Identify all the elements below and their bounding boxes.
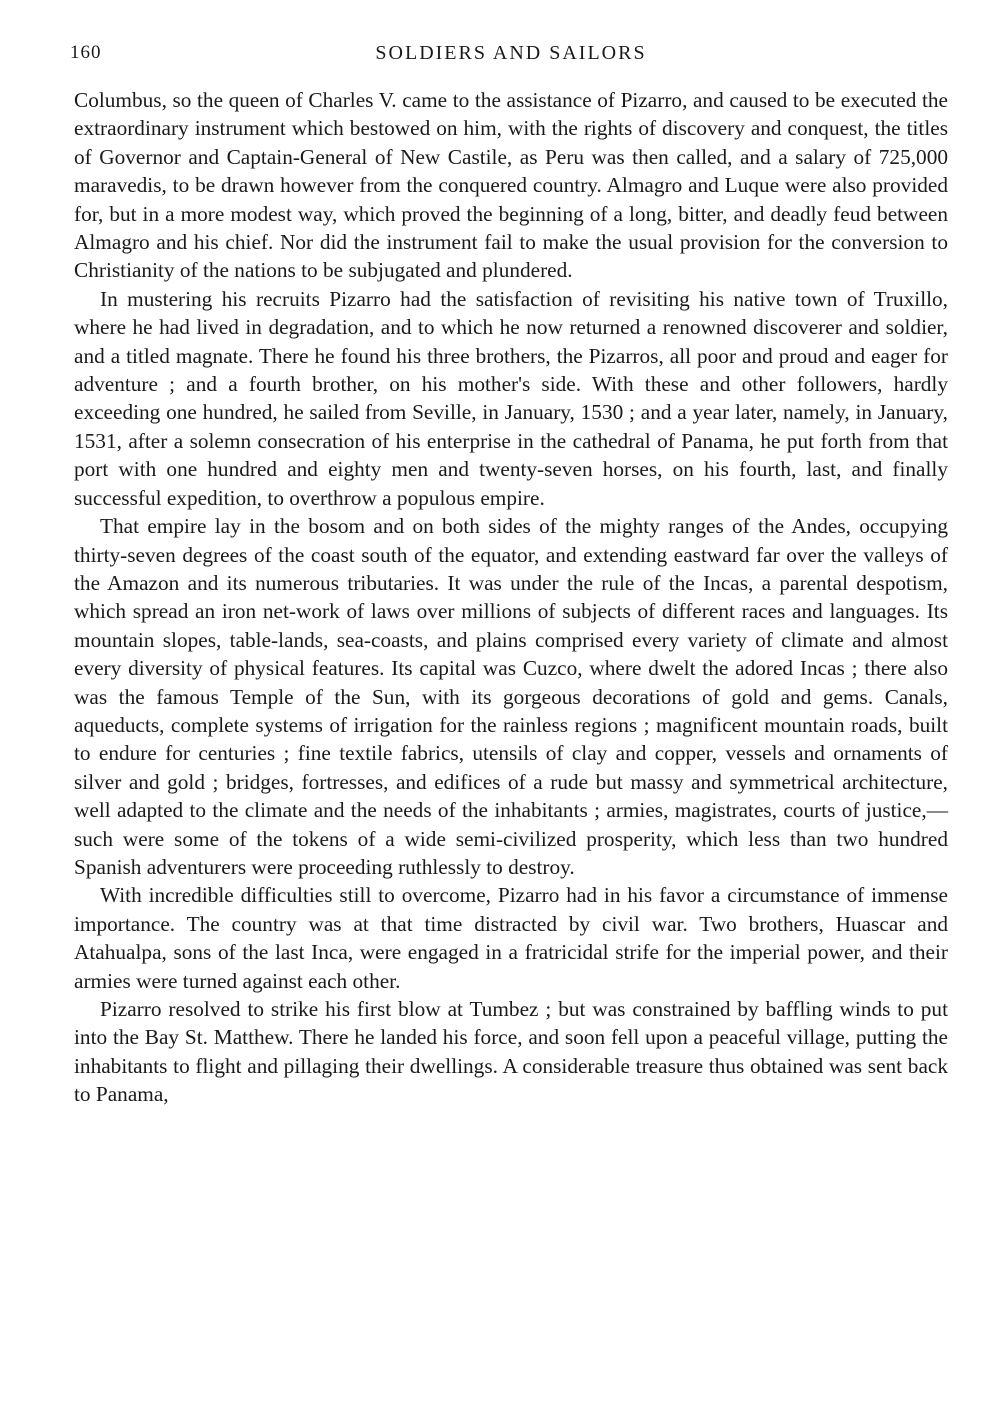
- paragraph-4: With incredible difficulties still to overcome, Pizarro had in his favor a circumstance of immense importance. The country was at that time distracted by civil war. Two brothers, Huascar and Atahualpa, sons of the last Inca, were engaged in a fratricidal strife for the imperial power, and their armies were turned against each other.: [74, 883, 948, 993]
- paragraph-3: That empire lay in the bosom and on both sides of the mighty ranges of the Andes, occupying thirty-seven degrees of the coast south of the equator, and extending eastward far over the valleys of the Amazon and its numerous tributaries. It was under the rule of the Incas, a parental despotism, which spread an iron net-work of laws over millions of subjects of different races and languages. Its mountain slopes, table-lands, sea-coasts, and plains comprised every variety of climate and almost every diversity of physical features. Its capital was Cuzco, where dwelt the adored Incas ; there also was the famous Temple of the Sun, with its gorgeous decorations of gold and gems. Canals, aqueducts, complete systems of irrigation for the rainless regions ; magnificent mountain roads, built to endure for centuries ; fine textile fabrics, utensils of clay and copper, vessels and ornaments of silver and gold ; bridges, fortresses, and edifices of a rude but massy and symmetrical architecture, well adapted to the climate and the needs of the inhabitants ; armies, magistrates, courts of justice,—such were some of the tokens of a wide semi-civilized prosperity, which less than two hundred Spanish adventurers were proceeding ruthlessly to destroy.: [74, 514, 948, 879]
- running-head: SOLDIERS AND SAILORS: [375, 42, 647, 64]
- book-page: [70, 42, 948, 1109]
- body-text: [74, 86, 948, 1109]
- paragraph-2: In mustering his recruits Pizarro had the satisfaction of revisiting his native town of Truxillo, where he had lived in degradation, and to which he now returned a renowned discoverer and soldier, and a titled magnate. There he found his three brothers, the Pizarros, all poor and proud and eager for adventure ; and a fourth brother, on his mother's side. With these and other followers, hardly exceeding one hundred, he sailed from Seville, in January, 1530 ; and a year later, namely, in January, 1531, after a solemn consecration of his enterprise in the cathedral of Panama, he put forth from that port with one hundred and eighty men and twenty-seven horses, on his fourth, last, and finally successful expedition, to overthrow a populous empire.: [74, 286, 948, 510]
- paragraph-1: Columbus, so the queen of Charles V. came to the assistance of Pizarro, and caused to be executed the extraordinary instrument which bestowed on him, with the rights of discovery and conquest, the titles of Governor and Captain-General of New Castile, as Peru was then called, and a salary of 725,000 maravedis, to be drawn however from the conquered country. Almagro and Luque were also provided for, but in a more modest way, which proved the beginning of a long, bitter, and deadly feud between Almagro and his chief. Nor did the instrument fail to make the usual provision for the conversion to Christianity of the nations to be subjugated and plundered.: [74, 88, 948, 283]
- paragraph-5: Pizarro resolved to strike his first blow at Tumbez ; but was constrained by baffling winds to put into the Bay St. Matthew. There he landed his force, and soon fell upon a peaceful village, putting the inhabitants to flight and pillaging their dwellings. A considerable treasure thus obtained was sent back to Panama,: [74, 997, 948, 1107]
- page-header: [70, 42, 948, 72]
- page-number: 160: [70, 42, 102, 63]
